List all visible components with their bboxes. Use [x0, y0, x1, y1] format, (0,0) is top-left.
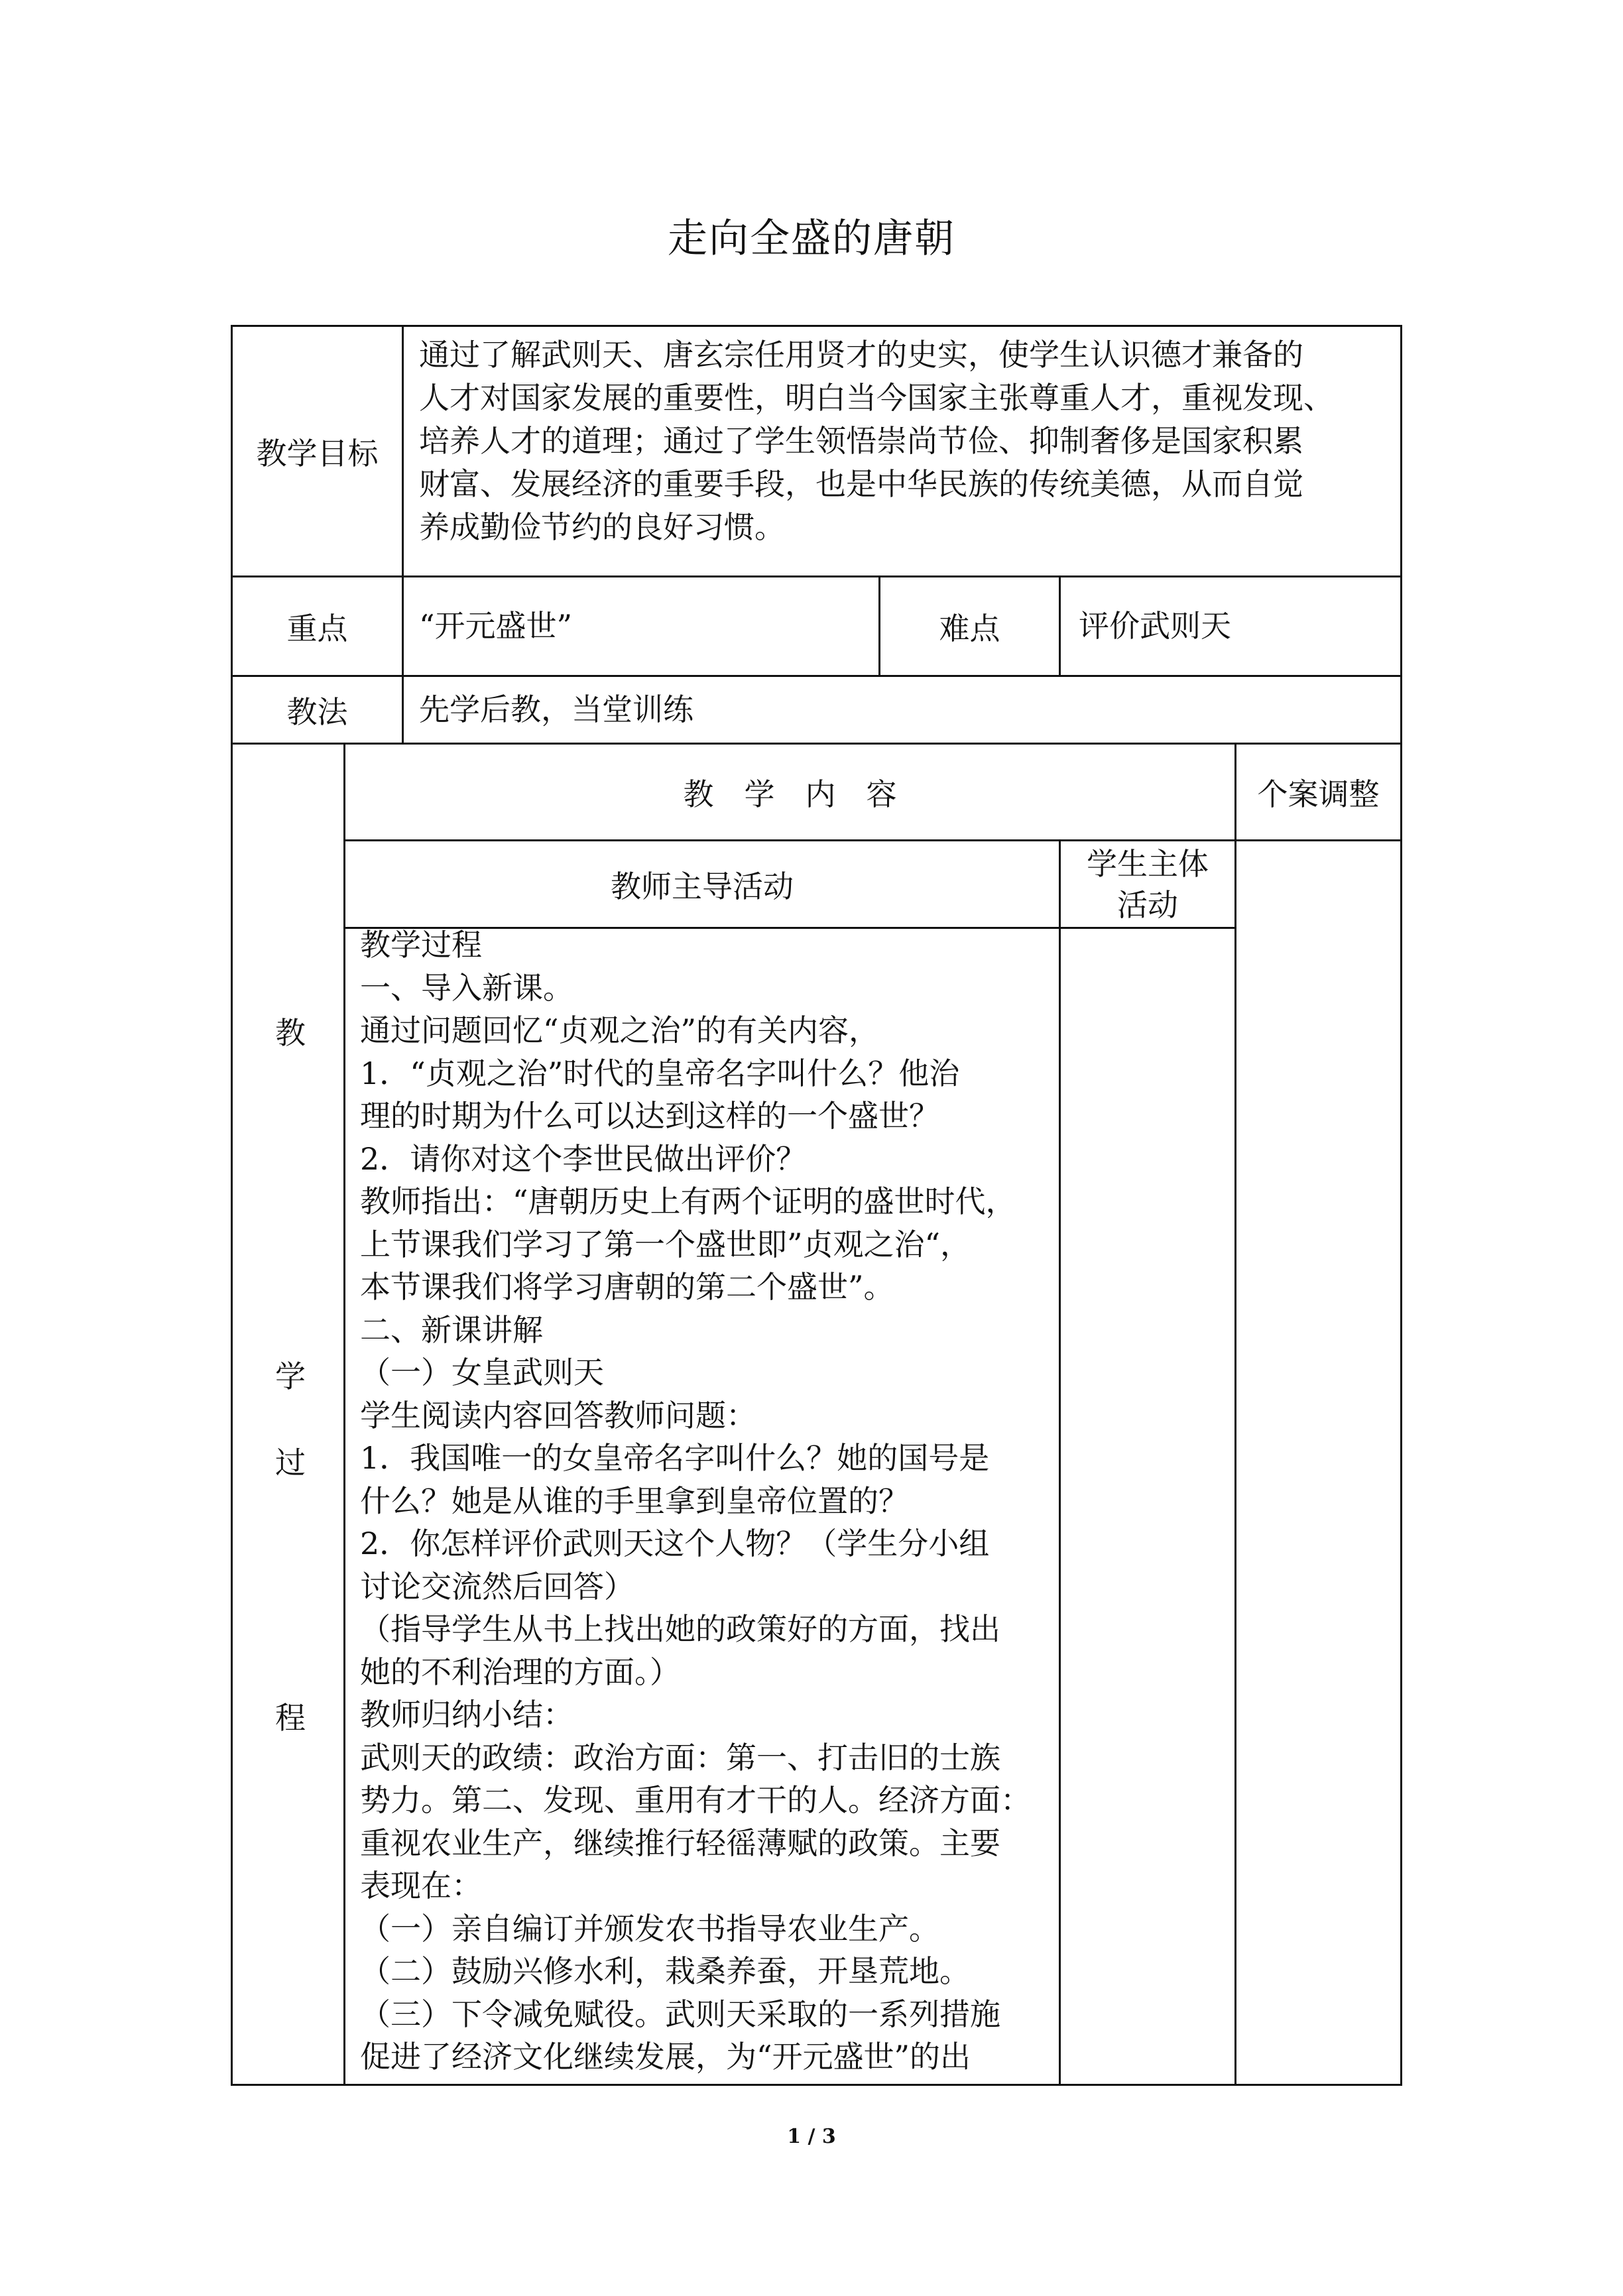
content-line: 什么？她是从谁的手里拿到皇帝位置的？: [360, 1482, 909, 1519]
objective-line: 培养人才的道理；通过了学生领悟崇尚节俭、抑制奢侈是国家积累: [419, 423, 1303, 459]
student-header-line: 学生主体: [1087, 845, 1209, 882]
objective-text: [419, 333, 1394, 549]
content-line: 武则天的政绩：政治方面：第一、打击旧的士族: [360, 1739, 1000, 1776]
content-line: 二、新课讲解: [360, 1311, 543, 1348]
content-line: 表现在：: [360, 1868, 482, 1903]
key-point-label: 重点: [286, 610, 348, 646]
content-line: 本节课我们将学习唐朝的第二个盛世”。: [360, 1269, 894, 1305]
content-line: 2．请你对这个李世民做出评价？: [360, 1140, 807, 1177]
rule-after-objective: [231, 575, 1402, 577]
teacher-activity-header: 教师主导活动: [611, 868, 794, 904]
objective-line: 人才对国家发展的重要性，明白当今国家主张尊重人才，重视发现、: [419, 380, 1334, 416]
content-line: （一）亲自编订并颁发农书指导农业生产。: [360, 1910, 939, 1947]
objective-label: 教学目标: [256, 435, 379, 471]
rule-adjust-col: [1234, 743, 1236, 2086]
process-side-char: 教: [275, 1015, 306, 1051]
rule-process-side: [343, 743, 345, 2086]
content-line: （一）女皇武则天: [360, 1355, 604, 1390]
method-label: 教法: [286, 694, 348, 730]
content-line: 一、导入新课。: [360, 969, 573, 1006]
process-side-char: 程: [275, 1700, 306, 1736]
content-line: 重视农业生产，继续推行轻徭薄赋的政策。主要: [360, 1825, 1000, 1861]
objective-line: 财富、发展经济的重要手段，也是中华民族的传统美德，从而自觉: [419, 466, 1303, 502]
content-line: 1．“贞观之治”时代的皇帝名字叫什么？他治: [360, 1055, 960, 1091]
rule-label-col: [402, 325, 404, 745]
rule-difficulty-right: [1059, 575, 1061, 677]
content-line: 1．我国唯一的女皇帝名字叫什么？她的国号是: [360, 1440, 990, 1476]
content-line: （二）鼓励兴修水利，栽桑养蚕，开垦荒地。: [360, 1953, 970, 1989]
content-line: 势力。第二、发现、重用有才干的人。经济方面：: [360, 1782, 1031, 1818]
adjust-header: 个案调整: [1257, 776, 1380, 812]
process-side-char: 过: [275, 1445, 306, 1480]
student-header-line: 活动: [1117, 886, 1178, 923]
content-line: 促进了经济文化继续发展，为“开元盛世”的出: [360, 2039, 971, 2075]
content-line: 教师归纳小结：: [360, 1697, 573, 1732]
objective-line: 通过了解武则天、唐玄宗任用贤才的史实，使学生认识德才兼备的: [419, 337, 1303, 373]
content-line: 她的不利治理的方面。）: [360, 1654, 680, 1690]
rule-bottom: [231, 2084, 1402, 2086]
page-title: 走向全盛的唐朝: [668, 215, 955, 262]
student-activity-header: [1061, 841, 1234, 927]
content-line: （三）下令减免赋役。武则天采取的一系列措施: [360, 1996, 1000, 2032]
content-line: 2．你怎样评价武则天这个人物？（学生分小组: [360, 1526, 990, 1561]
difficulty-value: 评价武则天: [1079, 608, 1231, 644]
content-line: 理的时期为什么可以达到这样的一个盛世？: [360, 1098, 939, 1134]
content-line: 教师指出：“唐朝历史上有两个证明的盛世时代，: [360, 1183, 1016, 1219]
content-line: （指导学生从书上找出她的政策好的方面，找出: [360, 1611, 1000, 1647]
rule-student-col: [1059, 839, 1061, 2086]
content-line: 学生阅读内容回答教师问题：: [360, 1397, 756, 1433]
process-side-char: 学: [275, 1359, 306, 1394]
rule-top: [231, 325, 1402, 327]
rule-after-keypoint: [231, 675, 1402, 677]
content-line: 上节课我们学习了第一个盛世即”贞观之治“，: [360, 1226, 971, 1262]
objective-line: 养成勤俭节约的良好习惯。: [419, 509, 785, 545]
content-line: 通过问题回忆“贞观之治”的有关内容，: [360, 1012, 880, 1048]
content-line: 讨论交流然后回答）: [360, 1568, 634, 1604]
teacher-activity-content: [360, 924, 1053, 2079]
content-header: 教 学 内 容: [683, 776, 897, 812]
method-value: 先学后教，当堂训练: [419, 692, 693, 727]
difficulty-label: 难点: [939, 610, 1000, 646]
content-line: 教学过程: [360, 927, 482, 963]
rule-right: [1400, 325, 1402, 2086]
page-number: 1 / 3: [787, 2125, 836, 2148]
key-point-value: “开元盛世”: [419, 608, 573, 644]
